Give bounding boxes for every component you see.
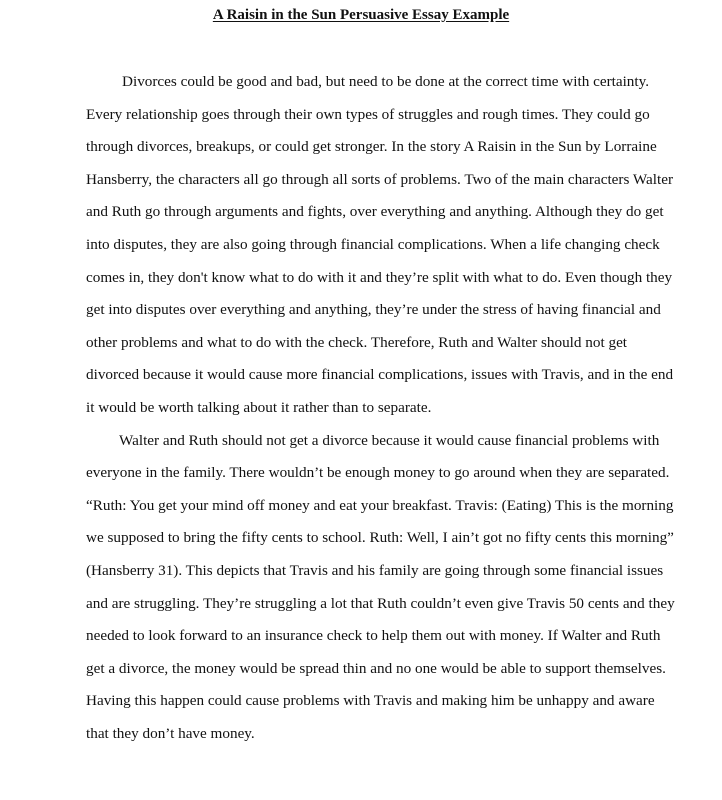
text-line: and Ruth go through arguments and fights, over everything and anything. Although they do get	[86, 203, 664, 221]
text-line: everyone in the family. There wouldn’t be enough money to go around when they are separated.	[86, 464, 670, 482]
text-line: Walter and Ruth should not get a divorce because it would cause financial problems with	[119, 431, 660, 449]
text-line: that they don’t have money.	[86, 724, 255, 742]
text-line: “Ruth: You get your mind off money and eat your breakfast. Travis: (Eating) This is the morning	[86, 496, 674, 514]
text-line: needed to look forward to an insurance check to help them out with money. If Walter and Ruth	[86, 627, 661, 645]
text-line: (Hansberry 31). This depicts that Travis and his family are going through some financial issues	[86, 561, 664, 579]
text-line: we supposed to bring the fifty cents to school. Ruth: Well, I ain’t got no fifty cents this morning”	[86, 529, 674, 547]
text-line: Hansberry, the characters all go through all sorts of problems. Two of the main characters Walter	[86, 170, 674, 188]
text-line: it would be worth talking about it rather than to separate.	[86, 398, 432, 416]
text-line: Every relationship goes through their own types of struggles and rough times. They could go	[86, 105, 650, 123]
text-line: Divorces could be good and bad, but need to be done at the correct time with certainty.	[122, 73, 650, 90]
document-title: A Raisin in the Sun Persuasive Essay Example	[212, 7, 510, 23]
text-line: Having this happen could cause problems with Travis and making him be unhappy and aware	[86, 692, 655, 710]
text-line: other problems and what to do with the check. Therefore, Ruth and Walter should not get	[86, 333, 628, 351]
paragraph-2	[86, 425, 675, 751]
paragraph-1	[86, 66, 674, 425]
text-line: get a divorce, the money would be spread thin and no one would be able to support themselves.	[86, 659, 666, 677]
document-body	[86, 66, 675, 750]
text-line: and are struggling. They’re struggling a lot that Ruth couldn’t even give Travis 50 cents and they	[86, 594, 675, 612]
text-line: comes in, they don't know what to do with it and they’re split with what to do. Even though they	[86, 268, 673, 286]
text-line: through divorces, breakups, or could get stronger. In the story A Raisin in the Sun by Lorraine	[86, 138, 657, 156]
text-line: divorced because it would cause more financial complications, issues with Travis, and in the end	[86, 366, 674, 384]
text-line: get into disputes over everything and anything, they’re under the stress of having financial and	[86, 301, 661, 319]
text-line: into disputes, they are also going through financial complications. When a life changing check	[86, 235, 660, 253]
